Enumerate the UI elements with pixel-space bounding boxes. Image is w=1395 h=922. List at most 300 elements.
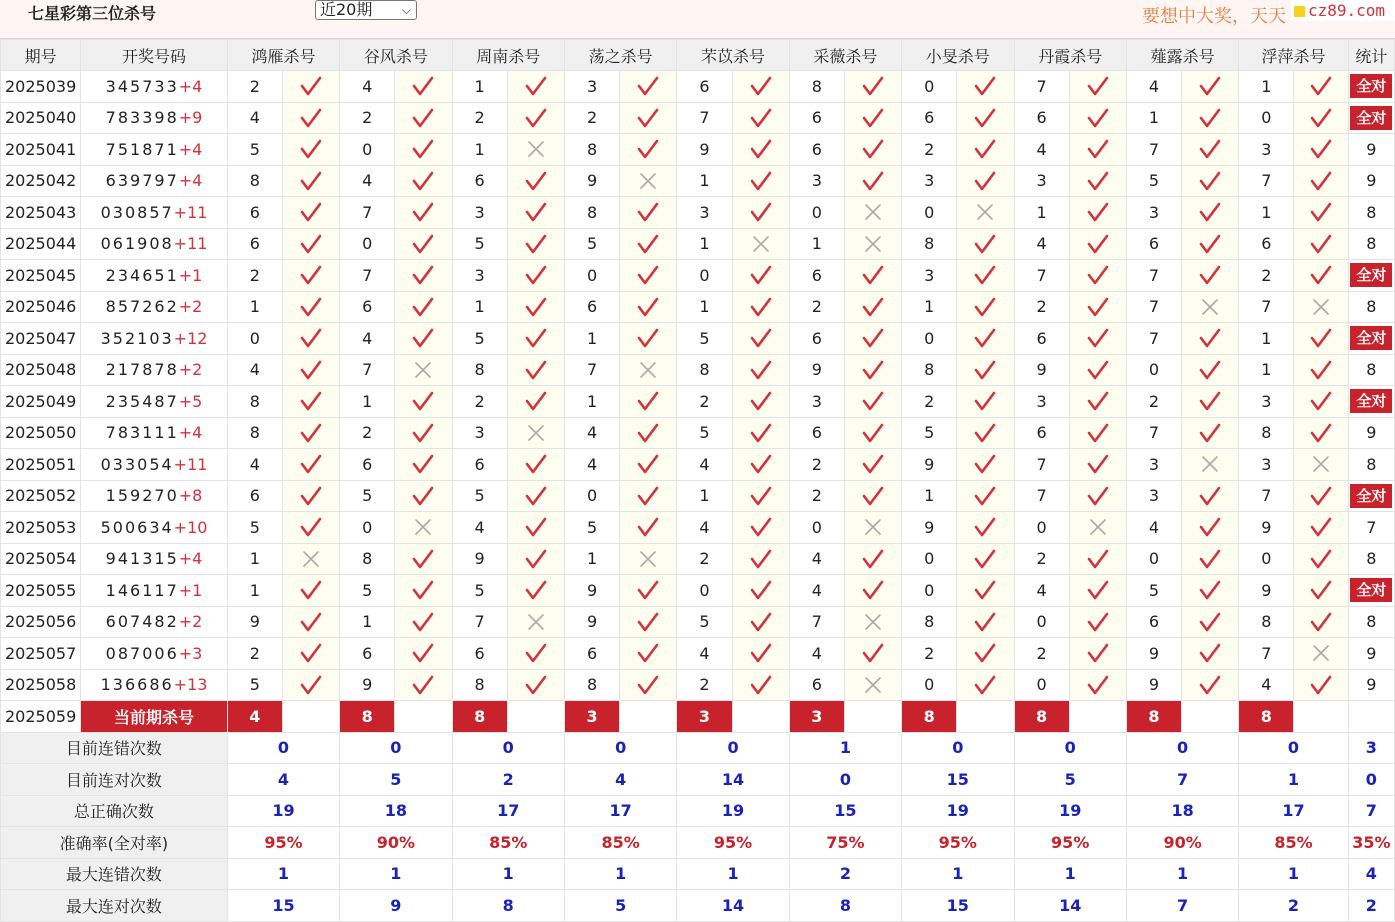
summary-value: 95%	[1014, 827, 1126, 859]
col-expert: 谷风杀号	[340, 40, 452, 71]
check-icon	[282, 512, 339, 544]
cross-icon	[844, 669, 901, 701]
kill-number-cell: 3	[1126, 480, 1181, 512]
summary-value: 0	[789, 764, 901, 796]
col-expert: 荡之杀号	[564, 40, 676, 71]
draw-numbers: 234651	[105, 265, 179, 285]
kill-number-cell: 2	[564, 102, 619, 134]
period-select-value: 近20期	[320, 0, 373, 19]
brand-link[interactable]	[1291, 0, 1395, 21]
kill-number-cell: 4	[677, 512, 732, 544]
check-icon	[395, 291, 452, 323]
header-row	[1, 40, 1395, 71]
kill-number-cell: 8	[340, 543, 395, 575]
check-icon	[844, 291, 901, 323]
table-row	[1, 638, 1395, 670]
cross-icon	[620, 165, 677, 197]
summary-label: 目前连错次数	[1, 732, 228, 764]
check-icon	[844, 638, 901, 670]
draw-plus: +8	[178, 486, 203, 506]
kill-number-cell: 9	[677, 134, 732, 166]
cross-icon	[844, 197, 901, 229]
period-select[interactable]	[315, 0, 417, 20]
draw-numbers: 639797	[105, 171, 179, 191]
summary-value: 95%	[902, 827, 1014, 859]
kill-number-cell: 4	[340, 71, 395, 103]
check-icon	[1069, 417, 1126, 449]
draw-numbers-cell	[81, 102, 228, 134]
check-icon	[732, 417, 789, 449]
table-row	[1, 197, 1395, 229]
check-icon	[507, 323, 564, 355]
stat-cell	[1348, 575, 1394, 607]
cross-icon	[844, 606, 901, 638]
draw-numbers: 783398	[105, 108, 179, 128]
check-icon	[1182, 260, 1239, 292]
check-icon	[957, 638, 1014, 670]
kill-number-cell: 7	[452, 606, 507, 638]
kill-number-cell: 6	[564, 638, 619, 670]
summary-value: 2	[1239, 890, 1348, 922]
kill-number-cell: 1	[677, 480, 732, 512]
check-icon	[620, 449, 677, 481]
check-icon	[395, 449, 452, 481]
summary-value: 19	[1014, 795, 1126, 827]
col-expert: 浮萍杀号	[1239, 40, 1348, 71]
kill-number-cell: 1	[340, 606, 395, 638]
check-icon	[1294, 669, 1348, 701]
draw-plus: +10	[173, 517, 208, 537]
check-icon	[1182, 417, 1239, 449]
draw-numbers-cell	[81, 323, 228, 355]
kill-number-cell: 3	[677, 197, 732, 229]
kill-number-table	[0, 39, 1395, 922]
current-kill-cell: 8	[452, 701, 507, 733]
kill-number-cell: 3	[902, 165, 957, 197]
kill-number-cell: 2	[340, 417, 395, 449]
kill-number-cell: 6	[564, 291, 619, 323]
draw-numbers-cell	[81, 638, 228, 670]
kill-number-cell: 5	[452, 480, 507, 512]
kill-number-cell: 1	[1239, 197, 1294, 229]
kill-number-cell: 0	[902, 197, 957, 229]
draw-plus: +4	[178, 423, 203, 443]
check-icon	[1182, 606, 1239, 638]
draw-plus: +5	[178, 391, 203, 411]
kill-number-cell: 4	[789, 575, 844, 607]
check-icon	[507, 543, 564, 575]
table-row	[1, 606, 1395, 638]
check-icon	[1294, 102, 1348, 134]
draw-numbers: 857262	[105, 297, 179, 317]
check-icon	[507, 512, 564, 544]
check-icon	[620, 228, 677, 260]
check-icon	[507, 197, 564, 229]
kill-number-cell: 6	[1126, 606, 1181, 638]
check-icon	[1069, 386, 1126, 418]
kill-number-cell: 6	[227, 228, 282, 260]
kill-number-cell: 6	[1126, 228, 1181, 260]
current-stat-cell	[1348, 701, 1394, 733]
kill-number-cell: 9	[564, 165, 619, 197]
check-icon	[732, 480, 789, 512]
draw-numbers: 235487	[105, 391, 179, 411]
kill-number-cell: 9	[1126, 638, 1181, 670]
kill-number-cell: 3	[1126, 449, 1181, 481]
table-row	[1, 228, 1395, 260]
summary-label: 最大连错次数	[1, 858, 228, 890]
kill-number-cell: 2	[789, 291, 844, 323]
brand-square-icon	[1294, 6, 1305, 17]
summary-value: 9	[340, 890, 452, 922]
summary-value: 17	[564, 795, 676, 827]
check-icon	[1069, 638, 1126, 670]
draw-numbers: 030857	[100, 202, 174, 222]
check-icon	[620, 197, 677, 229]
stat-cell: 9	[1348, 638, 1394, 670]
check-icon	[732, 575, 789, 607]
check-icon	[282, 638, 339, 670]
check-icon	[620, 102, 677, 134]
kill-number-cell: 7	[1014, 260, 1069, 292]
kill-number-cell: 5	[452, 575, 507, 607]
draw-numbers: 941315	[105, 549, 179, 569]
check-icon	[957, 386, 1014, 418]
check-icon	[1294, 480, 1348, 512]
summary-value: 0	[340, 732, 452, 764]
kill-number-cell: 7	[677, 102, 732, 134]
kill-number-cell: 2	[340, 102, 395, 134]
check-icon	[732, 386, 789, 418]
summary-value: 90%	[1126, 827, 1238, 859]
current-label: 当前期杀号	[81, 701, 228, 733]
kill-number-cell: 1	[1014, 197, 1069, 229]
issue-cell: 2025050	[1, 417, 81, 449]
draw-numbers-cell	[81, 417, 228, 449]
kill-number-cell: 3	[789, 386, 844, 418]
draw-plus: +3	[178, 643, 203, 663]
cross-icon	[620, 354, 677, 386]
draw-numbers-cell	[81, 260, 228, 292]
kill-number-cell: 1	[452, 291, 507, 323]
kill-number-cell: 1	[1126, 102, 1181, 134]
check-icon	[395, 165, 452, 197]
kill-number-cell: 2	[452, 102, 507, 134]
top-bar	[0, 0, 1395, 39]
summary-value: 15	[902, 890, 1014, 922]
kill-number-cell: 1	[902, 480, 957, 512]
issue-cell: 2025043	[1, 197, 81, 229]
issue-cell: 2025057	[1, 638, 81, 670]
check-icon	[395, 228, 452, 260]
kill-number-cell: 6	[789, 669, 844, 701]
kill-number-cell: 6	[452, 165, 507, 197]
cross-icon	[1294, 291, 1348, 323]
kill-number-cell: 6	[789, 260, 844, 292]
check-icon	[507, 291, 564, 323]
issue-cell: 2025056	[1, 606, 81, 638]
kill-number-cell: 2	[902, 638, 957, 670]
check-icon	[732, 449, 789, 481]
kill-number-cell: 1	[564, 386, 619, 418]
kill-number-cell: 0	[564, 260, 619, 292]
kill-number-cell: 1	[564, 323, 619, 355]
check-icon	[1182, 669, 1239, 701]
kill-number-cell: 6	[789, 134, 844, 166]
stat-cell: 8	[1348, 543, 1394, 575]
kill-number-cell: 7	[1239, 165, 1294, 197]
check-icon	[844, 134, 901, 166]
summary-value: 0	[564, 732, 676, 764]
draw-plus: +13	[173, 675, 208, 695]
stat-cell	[1348, 71, 1394, 103]
draw-numbers-cell	[81, 449, 228, 481]
summary-value: 1	[227, 858, 339, 890]
kill-number-cell: 2	[1239, 260, 1294, 292]
check-icon	[1294, 197, 1348, 229]
check-icon	[1069, 165, 1126, 197]
stat-cell: 7	[1348, 512, 1394, 544]
summary-value: 19	[227, 795, 339, 827]
kill-number-cell: 4	[1014, 575, 1069, 607]
kill-number-cell: 3	[452, 260, 507, 292]
check-icon	[844, 354, 901, 386]
kill-number-cell: 3	[452, 417, 507, 449]
summary-value: 19	[677, 795, 789, 827]
check-icon	[507, 669, 564, 701]
summary-value: 1	[1126, 858, 1238, 890]
stat-cell: 9	[1348, 134, 1394, 166]
table-row	[1, 165, 1395, 197]
check-icon	[1182, 512, 1239, 544]
check-icon	[507, 480, 564, 512]
summary-value: 0	[1014, 732, 1126, 764]
kill-number-cell: 6	[452, 638, 507, 670]
kill-number-cell: 5	[677, 606, 732, 638]
check-icon	[620, 291, 677, 323]
check-icon	[1069, 228, 1126, 260]
kill-number-cell: 2	[452, 386, 507, 418]
summary-value: 0	[677, 732, 789, 764]
kill-number-cell: 7	[1014, 480, 1069, 512]
kill-number-cell: 5	[452, 228, 507, 260]
col-expert: 采薇杀号	[789, 40, 901, 71]
draw-numbers: 217878	[105, 360, 179, 380]
check-icon	[732, 134, 789, 166]
check-icon	[620, 323, 677, 355]
check-icon	[395, 417, 452, 449]
check-icon	[620, 134, 677, 166]
summary-value: 8	[789, 890, 901, 922]
issue-cell: 2025039	[1, 71, 81, 103]
kill-number-cell: 8	[1239, 606, 1294, 638]
current-blank-cell	[1069, 701, 1126, 733]
draw-numbers-cell	[81, 480, 228, 512]
cross-icon	[1182, 291, 1239, 323]
summary-value: 1	[1239, 764, 1348, 796]
check-icon	[1069, 575, 1126, 607]
stat-cell: 8	[1348, 228, 1394, 260]
summary-stat: 35%	[1348, 827, 1394, 859]
kill-number-cell: 9	[452, 543, 507, 575]
kill-number-cell: 7	[1014, 71, 1069, 103]
check-icon	[395, 102, 452, 134]
draw-plus: +4	[178, 76, 203, 96]
current-kill-cell: 8	[902, 701, 957, 733]
all-correct-badge: 全对	[1350, 578, 1392, 602]
draw-numbers-cell	[81, 354, 228, 386]
check-icon	[1294, 134, 1348, 166]
check-icon	[957, 291, 1014, 323]
check-icon	[282, 102, 339, 134]
stat-cell: 9	[1348, 417, 1394, 449]
check-icon	[1069, 354, 1126, 386]
kill-number-cell: 0	[1014, 669, 1069, 701]
table-row	[1, 102, 1395, 134]
kill-number-cell: 4	[452, 512, 507, 544]
current-blank-cell	[1294, 701, 1348, 733]
check-icon	[507, 102, 564, 134]
summary-value: 14	[1014, 890, 1126, 922]
check-icon	[1069, 449, 1126, 481]
cross-icon	[957, 197, 1014, 229]
check-icon	[282, 449, 339, 481]
check-icon	[395, 669, 452, 701]
check-icon	[620, 575, 677, 607]
summary-stat: 3	[1348, 732, 1394, 764]
check-icon	[1069, 669, 1126, 701]
summary-value: 8	[452, 890, 564, 922]
kill-number-cell: 9	[564, 575, 619, 607]
kill-number-cell: 9	[1239, 512, 1294, 544]
summary-value: 85%	[564, 827, 676, 859]
kill-number-cell: 2	[227, 260, 282, 292]
table-row	[1, 260, 1395, 292]
kill-number-cell: 2	[902, 386, 957, 418]
table-row	[1, 512, 1395, 544]
check-icon	[1069, 71, 1126, 103]
kill-number-cell: 8	[1239, 417, 1294, 449]
check-icon	[844, 575, 901, 607]
table-row	[1, 669, 1395, 701]
cross-icon	[1294, 638, 1348, 670]
kill-number-cell: 1	[227, 291, 282, 323]
stat-cell	[1348, 386, 1394, 418]
cross-icon	[844, 228, 901, 260]
current-issue-cell: 2025059	[1, 701, 81, 733]
kill-number-cell: 6	[1014, 417, 1069, 449]
check-icon	[620, 512, 677, 544]
issue-cell: 2025049	[1, 386, 81, 418]
summary-value: 1	[1239, 858, 1348, 890]
draw-numbers: 607482	[105, 612, 179, 632]
kill-number-cell: 7	[340, 354, 395, 386]
check-icon	[395, 638, 452, 670]
issue-cell: 2025046	[1, 291, 81, 323]
kill-number-cell: 7	[340, 197, 395, 229]
kill-number-cell: 1	[452, 134, 507, 166]
check-icon	[507, 260, 564, 292]
table-row	[1, 354, 1395, 386]
check-icon	[620, 480, 677, 512]
summary-value: 1	[789, 732, 901, 764]
kill-number-cell: 4	[564, 449, 619, 481]
kill-number-cell: 2	[1014, 543, 1069, 575]
check-icon	[732, 354, 789, 386]
check-icon	[507, 638, 564, 670]
kill-number-cell: 0	[902, 71, 957, 103]
check-icon	[507, 228, 564, 260]
cross-icon	[507, 134, 564, 166]
check-icon	[957, 102, 1014, 134]
kill-number-cell: 7	[1126, 417, 1181, 449]
kill-number-cell: 0	[677, 575, 732, 607]
col-expert: 丹霞杀号	[1014, 40, 1126, 71]
kill-number-cell: 4	[227, 354, 282, 386]
kill-number-cell: 9	[1239, 575, 1294, 607]
draw-numbers-cell	[81, 197, 228, 229]
check-icon	[282, 606, 339, 638]
check-icon	[620, 606, 677, 638]
draw-plus: +2	[178, 612, 203, 632]
kill-number-cell: 6	[1239, 228, 1294, 260]
check-icon	[282, 354, 339, 386]
summary-value: 1	[452, 858, 564, 890]
check-icon	[732, 606, 789, 638]
check-icon	[620, 417, 677, 449]
kill-number-cell: 1	[1239, 323, 1294, 355]
check-icon	[1069, 134, 1126, 166]
col-expert: 小旻杀号	[902, 40, 1014, 71]
draw-plus: +4	[178, 549, 203, 569]
check-icon	[620, 71, 677, 103]
draw-numbers: 500634	[100, 517, 174, 537]
check-icon	[620, 638, 677, 670]
check-icon	[282, 71, 339, 103]
kill-number-cell: 9	[902, 512, 957, 544]
kill-number-cell: 5	[227, 669, 282, 701]
table-row	[1, 71, 1395, 103]
issue-cell: 2025058	[1, 669, 81, 701]
draw-numbers: 783111	[105, 423, 179, 443]
summary-stat: 2	[1348, 890, 1394, 922]
stat-cell: 8	[1348, 197, 1394, 229]
all-correct-badge: 全对	[1350, 484, 1392, 508]
summary-value: 18	[340, 795, 452, 827]
check-icon	[732, 512, 789, 544]
col-stat: 统计	[1348, 40, 1394, 71]
all-correct-badge: 全对	[1350, 326, 1392, 350]
kill-number-cell: 7	[1239, 480, 1294, 512]
kill-number-cell: 8	[564, 134, 619, 166]
check-icon	[507, 449, 564, 481]
cross-icon	[395, 354, 452, 386]
check-icon	[1069, 102, 1126, 134]
check-icon	[957, 669, 1014, 701]
draw-numbers-cell	[81, 134, 228, 166]
check-icon	[507, 354, 564, 386]
kill-number-cell: 6	[677, 71, 732, 103]
summary-value: 95%	[677, 827, 789, 859]
kill-number-cell: 4	[1239, 669, 1294, 701]
stat-cell: 8	[1348, 449, 1394, 481]
summary-value: 5	[564, 890, 676, 922]
draw-numbers: 146117	[105, 580, 179, 600]
kill-number-cell: 0	[902, 669, 957, 701]
summary-row	[1, 858, 1395, 890]
kill-number-cell: 0	[902, 575, 957, 607]
kill-number-cell: 8	[902, 606, 957, 638]
